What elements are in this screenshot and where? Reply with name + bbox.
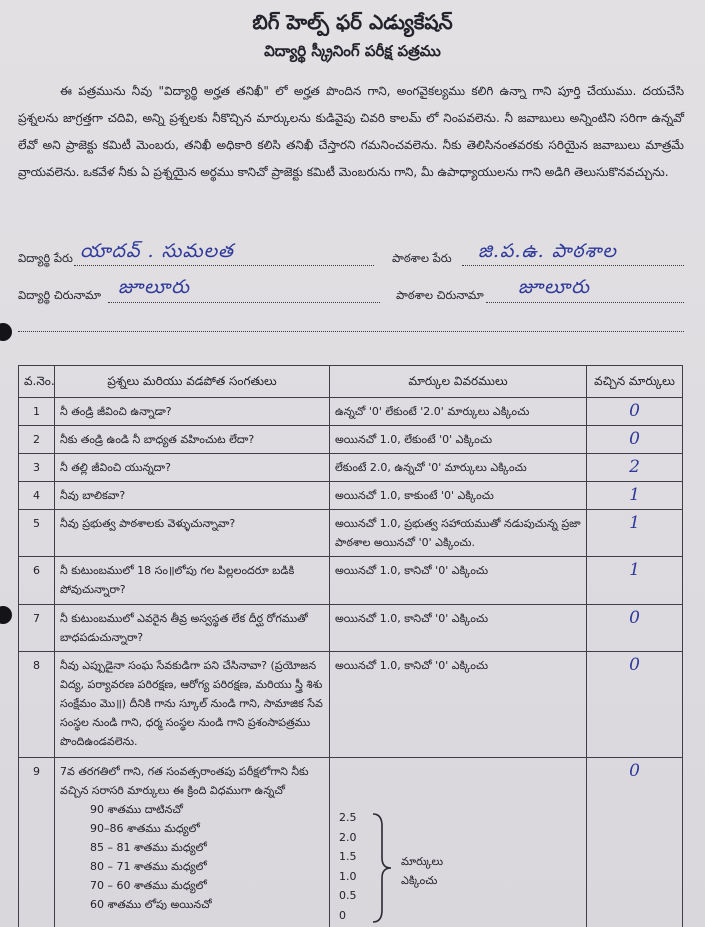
- school-address-label: పాఠశాల చిరునామా: [396, 288, 484, 302]
- row-number: 1: [19, 398, 55, 426]
- col-header-number: వ.నెం.: [19, 366, 55, 398]
- row-number: 7: [19, 605, 55, 652]
- row-number: 2: [19, 426, 55, 454]
- row-marks-details: ఉన్నచో '0' లేకుంటే '2.0' మార్కులు ఎక్కించు: [330, 398, 587, 426]
- range-value: 0: [339, 908, 346, 922]
- marks-label-line-1: మార్కులు: [401, 855, 444, 868]
- range-item: 90 శాతము దాటినచో: [90, 803, 183, 816]
- row-marks-details: అయినచో 1.0, ప్రభుత్వ సహాయముతో నడుపుచున్న ప్రజా పాఠశాల అయినచో '0' ఎక్కించు.: [330, 510, 587, 557]
- range-item: 85 – 81 శాతము మధ్యలో: [90, 841, 207, 854]
- row-marks-details: అయినచో 1.0, కానిచో '0' ఎక్కించు: [330, 652, 587, 758]
- row-question: నీవు బాలికవా?: [55, 482, 330, 510]
- col-header-score: వచ్చిన మార్కులు: [587, 366, 683, 398]
- row-question: నీవు ఎప్పుడైనా సంఘ సేవకుడిగా పని చేసినావా? (ప్రయోజన విద్య, పర్యావరణ పరిరక్షణ, ఆరోగ్య పరిరక్షణ, మరియు స్త్రీ శిశు సంక్షేమం మొ॥) దీనికి గాను స్కూల్ నుండి గాని, సామాజిక సేవ సంస్థల నుండి గాని, ధర్మ సంస్థల నుండి గాని ప్రశంసాపత్రము పొందిఉండవలెను.: [55, 652, 330, 758]
- row-question: నీకు తండ్రి ఉండి నీ బాధ్యత వహించుట లేదా?: [55, 426, 330, 454]
- table-header-row: [19, 366, 683, 398]
- table-row: [19, 398, 683, 426]
- row-marks-details: [330, 758, 587, 927]
- faded-stamp: [215, 835, 325, 913]
- range-value: 2.0: [339, 830, 357, 844]
- range-item: 80 – 71 శాతము మధ్యలో: [90, 860, 207, 873]
- marks-label-line-2: ఎక్కించు: [401, 874, 438, 887]
- organization-title: బిగ్ హెల్ప్ ఫర్ ఎడ్యుకేషన్: [252, 10, 453, 34]
- row-number: 8: [19, 652, 55, 758]
- row-score[interactable]: 0: [587, 398, 683, 426]
- row-question: నీ కుటుంబములో 18 సం॥లోపు గల పిల్లలందరూ బడికి పోవుచున్నారా?: [55, 557, 330, 605]
- range-item: 90–86 శాతము మధ్యలో: [90, 822, 200, 835]
- student-address-value[interactable]: జూలూరు: [118, 276, 190, 298]
- blank-address-line: [18, 331, 684, 332]
- row-score[interactable]: 1: [587, 510, 683, 557]
- range-values: [339, 808, 357, 925]
- row-question: నీ తండ్రి జీవించి ఉన్నాడా?: [55, 398, 330, 426]
- row-number: 3: [19, 454, 55, 482]
- school-name-value[interactable]: జి.ప.ఉ. పాఠశాల: [478, 240, 617, 262]
- row-marks-details: అయినచో 1.0, కానిచో '0' ఎక్కించు: [330, 605, 587, 652]
- instructions-paragraph: ఈ పత్రమును నీవు "విద్యార్థి అర్హత తనిఖీ" లో అర్హత పొందిన గాని, అంగవైకల్యము కలిగి ఉన్నా గాని పూర్తి చేయుము. దయచేసి ప్రశ్నలను జాగ్రత్తగా చదివి, అన్ని ప్రశ్నలకు నీకొచ్చిన మార్కులను కుడివైపు చివరి కాలమ్ లో నింపవలెను. నీ జవాబులు అన్నింటిని సరిగా ఉన్నవో లేవో అని ప్రాజెక్టు కమిటీ మెంబరు, తనిఖీ అధికారి కలిసి తనిఖీ చేస్తారని గమనించవలెను. నీకు తెలిసినంతవరకు సరియైన జవాబులు మాత్రమే వ్రాయవలెను. ఒకవేళ నీకు ఏ ప్రశ్నయైన అర్థము కానిచో ప్రాజెక్టు కమిటీ మెంబరును గాని, మీ ఉపాధ్యాయులను గాని అడిగి తెలుసుకొనవచ్చును.: [18, 84, 684, 179]
- range-value: 1.5: [339, 850, 357, 863]
- table-row: [19, 557, 683, 605]
- row-score[interactable]: 0: [587, 758, 683, 927]
- table-row: [19, 605, 683, 652]
- row-number: 4: [19, 482, 55, 510]
- range-item: 60 శాతము లోపు అయినచో: [90, 898, 212, 911]
- row-score[interactable]: 2: [587, 454, 683, 482]
- table-row: [19, 758, 683, 927]
- table-row: [19, 510, 683, 557]
- range-value: 1.0: [339, 869, 357, 883]
- student-name-label: విద్యార్థి పేరు: [18, 251, 73, 265]
- table-row: [19, 426, 683, 454]
- row-score[interactable]: 0: [587, 652, 683, 758]
- row-marks-details: అయినచో 1.0, కాకుంటే '0' ఎక్కించు: [330, 482, 587, 510]
- row-number: 5: [19, 510, 55, 557]
- student-name-value[interactable]: యాదవ్ . సుమలత: [80, 240, 234, 262]
- row-marks-details: లేకుంటే 2.0, ఉన్నచో '0' మార్కులు ఎక్కించు: [330, 454, 587, 482]
- school-name-label: పాఠశాల పేరు: [392, 251, 452, 265]
- school-address-value[interactable]: జూలూరు: [518, 276, 590, 298]
- row-question: నీ కుటుంబములో ఎవరైన తీవ్ర అస్వస్థత లేక దీర్ఘ రోగముతో బాధపడుచున్నారా?: [55, 605, 330, 652]
- curly-brace-icon: [371, 812, 393, 924]
- row-marks-details: అయినచో 1.0, లేకుంటే '0' ఎక్కించు: [330, 426, 587, 454]
- marks-label: [401, 852, 443, 890]
- form-title: విద్యార్థి స్క్రీనింగ్ పరీక్ష పత్రము: [264, 42, 441, 60]
- screening-table: [18, 365, 683, 927]
- row-question: నీ తల్లి జీవించి యున్నదా?: [55, 454, 330, 482]
- row-question: నీవు ప్రభుత్వ పాఠశాలకు వెళ్ళుచున్నావా?: [55, 510, 330, 557]
- row-number: 6: [19, 557, 55, 605]
- range-value: 0.5: [339, 889, 357, 902]
- col-header-marks-details: మార్కుల వివరములు: [330, 366, 587, 398]
- row-score[interactable]: 1: [587, 482, 683, 510]
- range-item: 70 – 60 శాతము మధ్యలో: [90, 879, 207, 892]
- row-score[interactable]: 1: [587, 557, 683, 605]
- row-score[interactable]: 0: [587, 605, 683, 652]
- row-number: 9: [19, 758, 55, 927]
- col-header-question: ప్రశ్నలు మరియు వడపోత సంగతులు: [55, 366, 330, 398]
- table-row: [19, 454, 683, 482]
- row-marks-details: అయినచో 1.0, కానిచో '0' ఎక్కించు: [330, 557, 587, 605]
- row-score[interactable]: 0: [587, 426, 683, 454]
- table-row: [19, 482, 683, 510]
- student-address-label: విద్యార్థి చిరునామా: [18, 288, 101, 302]
- range-value: 2.5: [339, 811, 357, 824]
- table-row: [19, 652, 683, 758]
- row-question-text: 7వ తరగతిలో గాని, గత సంవత్సరాంతపు పరీక్షలోగాని నీకు వచ్చిన సరాసరి మార్కులు ఈ క్రింది విధముగా ఉన్నచో: [60, 765, 309, 797]
